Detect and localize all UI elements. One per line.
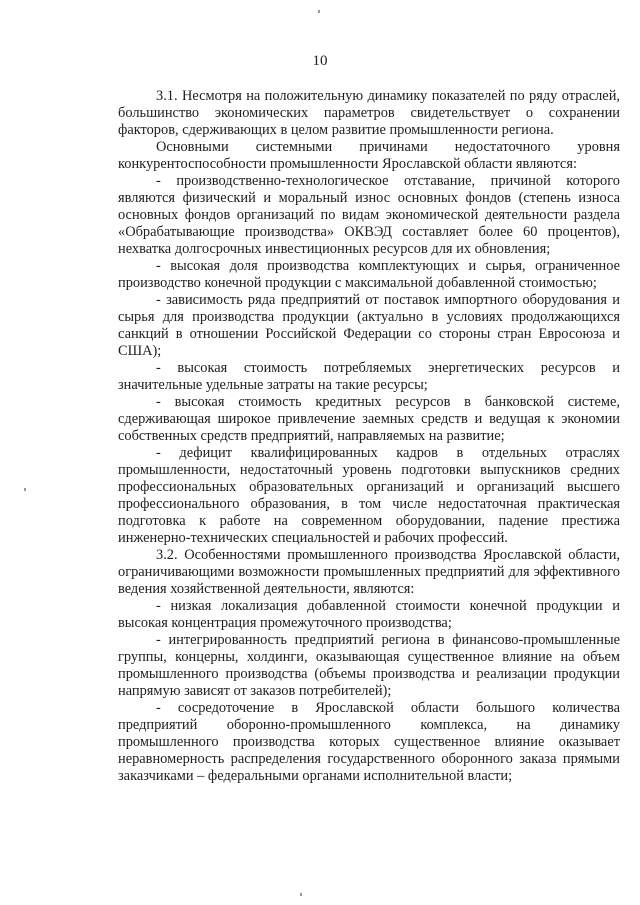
list-item-import-dependence: - зависимость ряда предприятий от поставок импортного оборудования и сырья для производства продукции (актуально в условиях продолжающихся санкций в отношении Российской Федерации со стороны стран Евросоюза и США); [118,292,620,359]
scan-speck [24,488,26,491]
paragraph-causes-intro: Основными системными причинами недостаточного уровня конкурентоспособности промышленности Ярославской области являются: [118,139,620,172]
list-item-energy-cost: - высокая стоимость потребляемых энергетических ресурсов и значительные удельные затраты на такие ресурсы; [118,360,620,393]
paragraph-3-1: 3.1. Несмотря на положительную динамику показателей по ряду отраслей, большинство экономических параметров свидетельствует о сохранении факторов, сдерживающих в целом развитие промышленности региона. [118,88,620,138]
body-text [118,88,620,785]
page-number: 10 [312,53,328,69]
list-item-defense-enterprises: - сосредоточение в Ярославской области большого количества предприятий оборонно-промышленного комплекса, на динамику промышленного производства которых существенное влияние оказывает неравномерность распределения государственного оборонного заказа прямыми заказчиками – федеральными органами исполнительной власти; [118,700,620,784]
list-item-staff-shortage: - дефицит квалифицированных кадров в отдельных отраслях промышленности, недостаточный уровень подготовки выпускников средних профессиональных образовательных организаций и организаций высшего профессионального образования, в том числе недостаточная практическая подготовка к работе на современном оборудовании, падение престижа инженерно-технических специальностей и рабочих профессий. [118,445,620,546]
scan-speck [300,893,302,896]
list-item-integration: - интегрированность предприятий региона в финансово-промышленные группы, концерны, холдинги, оказывающая существенное влияние на объем промышленного производства (объемы производства и реализации продукции напрямую зависят от заказов потребителей); [118,632,620,699]
list-item-technological-lag: - производственно-технологическое отставание, причиной которого являются физический и моральный износ основных фондов (степень износа основных фондов организаций по видам экономической деятельности раздела «Обрабатывающие производства» ОКВЭД составляет более 60 процентов), нехватка долгосрочных инвестиционных ресурсов для их обновления; [118,173,620,257]
scan-speck [318,10,320,13]
list-item-credit-cost: - высокая стоимость кредитных ресурсов в банковской системе, сдерживающая широкое привлечение заемных средств и ведущая к экономии собственных средств предприятий, направляемых на развитие; [118,394,620,444]
paragraph-3-2: 3.2. Особенностями промышленного производства Ярославской области, ограничивающими возможности промышленных предприятий для эффективного ведения хозяйственной деятельности, являются: [118,547,620,597]
list-item-low-localization: - низкая локализация добавленной стоимости конечной продукции и высокая концентрация промежуточного производства; [118,598,620,631]
list-item-components-share: - высокая доля производства комплектующих и сырья, ограниченное производство конечной продукции с максимальной добавленной стоимостью; [118,258,620,291]
